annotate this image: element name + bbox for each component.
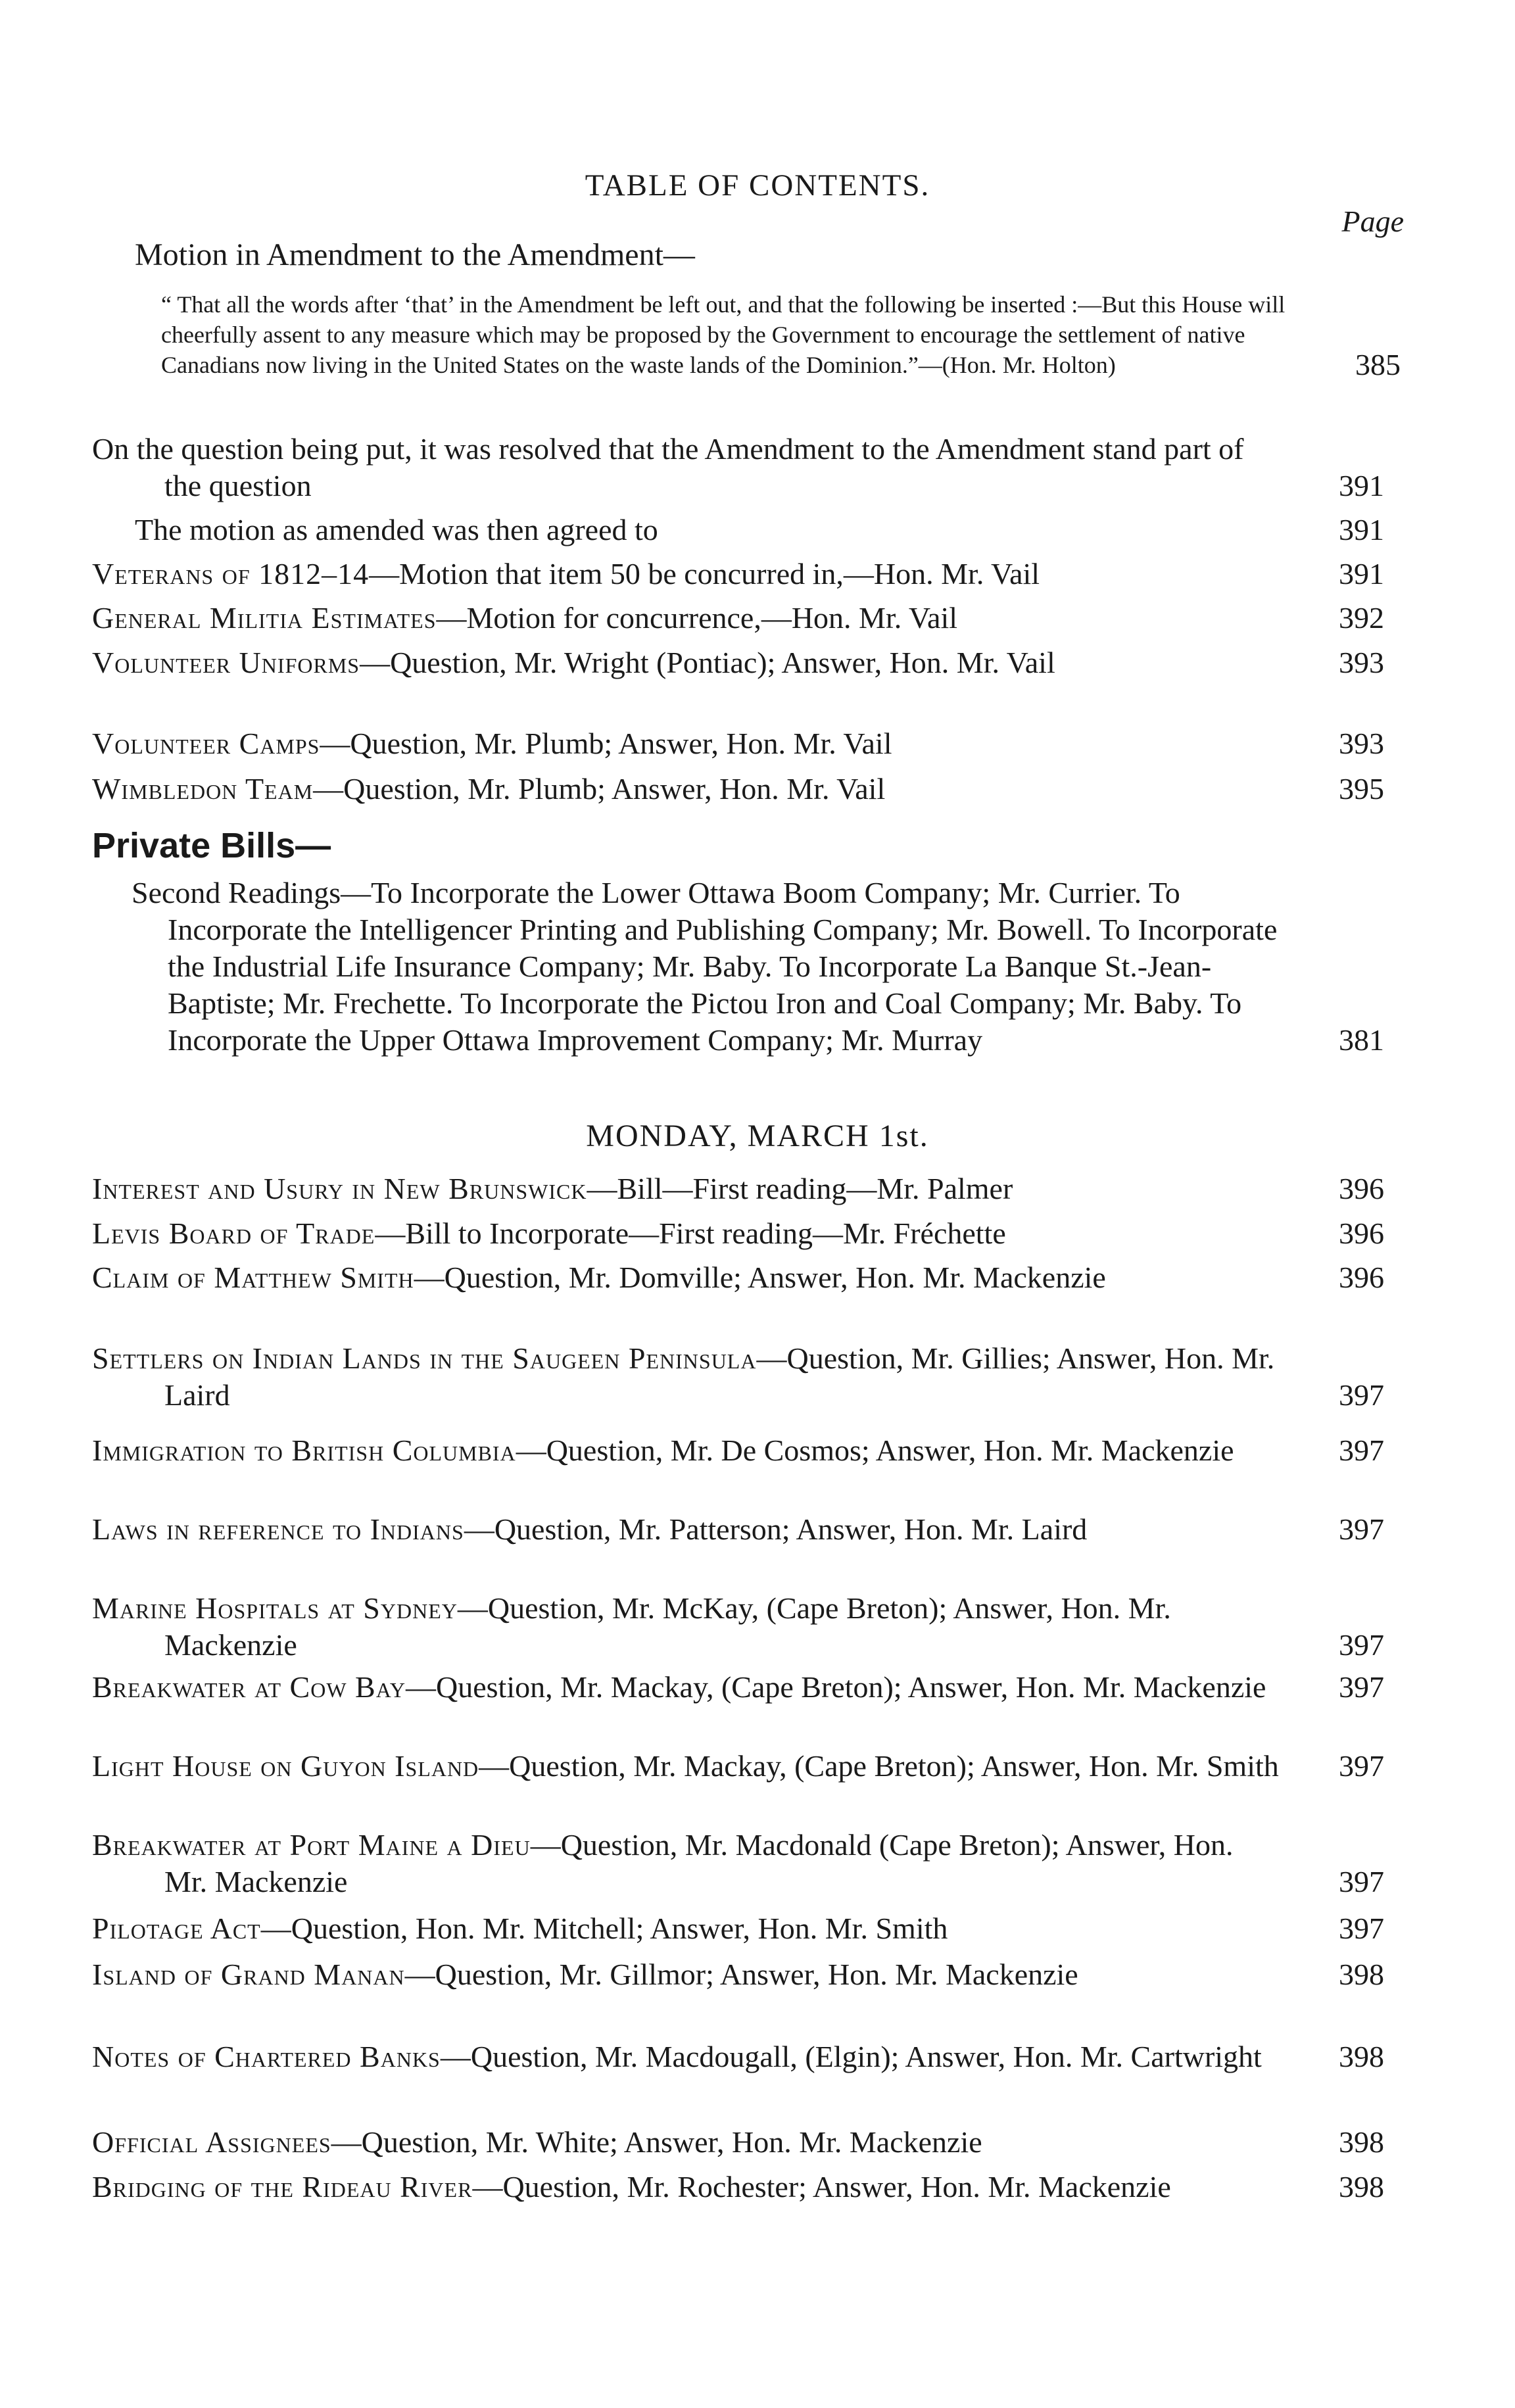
entry-heading: Wimbledon Team [92,772,314,806]
entry-page: 397 [1339,1865,1384,1898]
entry-heading: Breakwater at Port Maine a Dieu [92,1828,531,1862]
entry-text: —Bill to Incorporate—First reading—Mr. Fréchette [375,1216,1006,1250]
entry-page: 393 [1339,727,1384,760]
entry-text: —Question, Mr. Mackay, (Cape Breton); Answer, Hon. Mr. Smith [479,1749,1279,1783]
page-column-label: Page [1341,205,1404,238]
entry-text: —Question, Mr. Patterson; Answer, Hon. Mr. Laird [464,1512,1088,1546]
toc-entry [92,1956,1384,1993]
entry-text: —Question, Mr. Macdonald (Cape Breton); Answer, Hon. Mr. Mackenzie [164,1828,1234,1898]
toc-entry [92,1511,1384,1548]
motion-quote-page: 385 [1355,348,1401,381]
toc-entry [92,431,1384,504]
toc-entry [92,1432,1384,1469]
entry-heading: Veterans of 1812–14 [92,557,370,590]
entry-text: On the question being put, it was resolved that the Amendment to the Amendment stand part of the question [92,432,1244,502]
toc-entry [92,1215,1384,1252]
entry-page: 398 [1339,2040,1384,2073]
private-bills-text: Second Readings—To Incorporate the Lower Ottawa Boom Company; Mr. Currier. To Incorporate the Intelligencer Printing and Publishing Company; Mr. Bowell. To Incorporate the Industrial Life Insurance Company; Mr. Baby. To Incorporate La Banque St.-Jean-Baptiste; Mr. Frechette. To Incorporate the Pictou Iron and Coal Company; Mr. Baby. To Incorporate the Upper Ottawa Improvement Company; Mr. Murray [132,876,1278,1057]
entry-text: —Motion for concurrence,—Hon. Mr. Vail [436,601,958,635]
entry-text: —Question, Mr. De Cosmos; Answer, Hon. Mr. Mackenzie [516,1433,1234,1467]
entry-page: 396 [1339,1172,1384,1205]
entry-text: —Question, Hon. Mr. Mitchell; Answer, Hon. Mr. Smith [260,1912,948,1945]
toc-entry [92,771,1384,807]
toc-entry [92,1170,1384,1207]
entry-text: —Motion that item 50 be concurred in,—Hon. Mr. Vail [369,557,1040,590]
entry-heading: Volunteer Uniforms [92,646,360,679]
entry-heading: Settlers on Indian Lands in the Saugeen Peninsula [92,1341,757,1375]
entry-page: 398 [1339,2125,1384,2159]
entry-text: —Question, Mr. Plumb; Answer, Hon. Mr. Vail [320,727,892,760]
entry-text: —Question, Mr. Macdougall, (Elgin); Answer, Hon. Mr. Cartwright [440,2040,1262,2073]
private-bills-page: 381 [1339,1023,1384,1057]
entry-page: 395 [1339,772,1384,806]
entry-heading: Claim of Matthew Smith [92,1261,414,1294]
entry-heading: Levis Board of Trade [92,1216,375,1250]
entry-heading: Bridging of the Rideau River [92,2170,473,2203]
toc-entry [92,725,1384,762]
page-title: TABLE OF CONTENTS. [585,168,930,203]
entry-text: —Question, Mr. Gillmor; Answer, Hon. Mr. Mackenzie [404,1958,1078,1991]
entry-heading: Immigration to British Columbia [92,1433,516,1467]
toc-entry [92,1827,1384,1900]
private-bills-entry [132,875,1384,1059]
section-heading: MONDAY, MARCH 1st. [586,1119,929,1153]
entry-page: 398 [1339,1958,1384,1991]
entry-page: 397 [1339,1512,1384,1546]
entry-page: 391 [1339,469,1384,502]
toc-entry [92,1910,1384,1947]
toc-entry [135,512,1384,548]
entry-heading: General Militia Estimates [92,601,437,635]
toc-entry [92,1259,1384,1296]
entry-heading: Breakwater at Cow Bay [92,1670,406,1704]
entry-text: The motion as amended was then agreed to [135,513,658,546]
entry-text: —Question, Mr. Gillies; Answer, Hon. Mr. Laird [164,1341,1275,1412]
toc-entry [92,600,1384,637]
toc-entry [92,644,1384,681]
entry-page: 391 [1339,513,1384,546]
entry-page: 397 [1339,1378,1384,1412]
entry-text: —Question, Mr. McKay, (Cape Breton); Answer, Hon. Mr. Mackenzie [164,1591,1171,1662]
toc-entry [92,2169,1384,2205]
entry-heading: Official Assignees [92,2125,331,2159]
private-bills-heading: Private Bills— [92,826,331,865]
toc-entry [92,2124,1384,2161]
entry-page: 397 [1339,1912,1384,1945]
entry-heading: Island of Grand Manan [92,1958,405,1991]
motion-quote-text: “ That all the words after ‘that’ in the Amendment be left out, and that the following be inserted :—But this House will cheerfully assent to any measure which may be proposed by the Government to encourage the settlement of native Canadians now living in the United States on the waste lands of the Dominion.”—(Hon. Mr. Holton) [161,291,1286,378]
entry-heading: Laws in reference to Indians [92,1512,464,1546]
entry-page: 393 [1339,646,1384,679]
entry-heading: Volunteer Camps [92,727,320,760]
entry-text: —Question, Mr. Domville; Answer, Hon. Mr. Mackenzie [414,1261,1106,1294]
entry-heading: Marine Hospitals at Sydney [92,1591,458,1625]
toc-entry [92,556,1384,592]
toc-entry [92,1748,1384,1785]
entry-page: 397 [1339,1628,1384,1662]
motion-quote [161,289,1401,381]
entry-page: 391 [1339,557,1384,590]
toc-entry [92,1590,1384,1664]
entry-page: 398 [1339,2170,1384,2203]
entry-heading: Pilotage Act [92,1912,261,1945]
entry-text: —Question, Mr. Wright (Pontiac); Answer, Hon. Mr. Vail [360,646,1055,679]
entry-page: 396 [1339,1216,1384,1250]
entry-page: 397 [1339,1433,1384,1467]
entry-heading: Light House on Guyon Island [92,1749,479,1783]
entry-text: —Question, Mr. Mackay, (Cape Breton); Answer, Hon. Mr. Mackenzie [406,1670,1266,1704]
entry-text: —Question, Mr. White; Answer, Hon. Mr. Mackenzie [331,2125,982,2159]
entry-page: 396 [1339,1261,1384,1294]
toc-entry [92,1340,1384,1414]
entry-text: —Question, Mr. Plumb; Answer, Hon. Mr. Vail [313,772,886,806]
entry-heading: Notes of Chartered Banks [92,2040,441,2073]
entry-page: 397 [1339,1749,1384,1783]
entry-page: 397 [1339,1670,1384,1704]
entry-text: —Bill—First reading—Mr. Palmer [587,1172,1013,1205]
entry-page: 392 [1339,601,1384,635]
motion-title: Motion in Amendment to the Amendment— [135,237,695,272]
toc-entry [92,2038,1384,2075]
toc-entry [92,1669,1384,1706]
entry-text: —Question, Mr. Rochester; Answer, Hon. Mr. Mackenzie [472,2170,1171,2203]
entry-heading: Interest and Usury in New Brunswick [92,1172,587,1205]
